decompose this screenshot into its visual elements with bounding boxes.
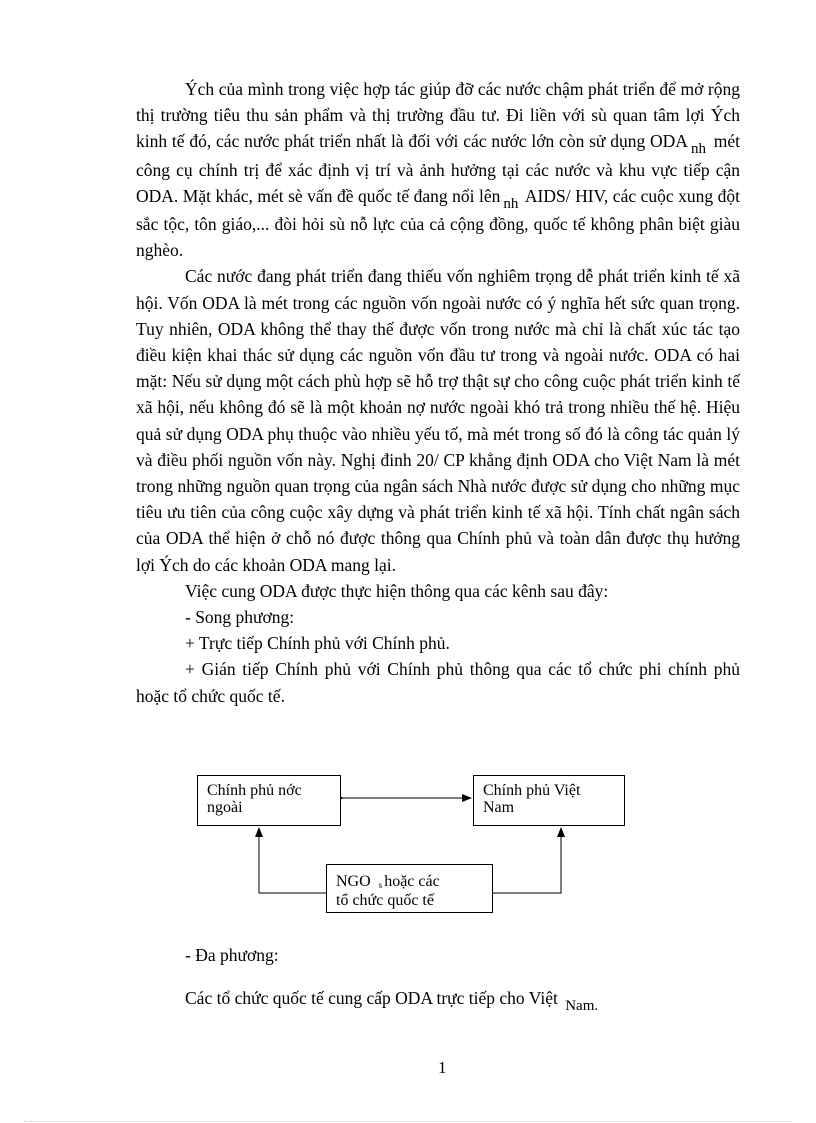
paragraph-1-part-b: mét công cụ chính trị để xác định vị trí và ảnh hưởng tại các nước và khu vực tiếp cận ODA. Mặt khác, mét sè vấn đề quốc tế đang nổi lên xyxy=(136,131,741,206)
paragraph-song-phuong: - Song phương: xyxy=(185,607,295,628)
subscript-nh-1: nh xyxy=(690,141,706,158)
paragraph-3: Việc cung ODA được thực hiện thông qua các kênh sau đây: xyxy=(185,580,609,601)
page-number: 1 xyxy=(438,1058,447,1077)
arrow-ngo-to-right-box xyxy=(493,828,561,893)
paragraph-2: Các nước đang phát triển đang thiếu vốn nghiêm trọng dễ phát triển kinh tế xã hội. Vốn ODA là mét trong các nguồn vốn ngoài nước có ý nghĩa hết sức quan trọng. Tuy nhiên, ODA không thể thay thế được vốn trong nước mà chỉ là chất xúc tác tạo điều kiện khai thác sử dụng các nguồn vốn đầu tư trong và ngoài nước. ODA có hai mặt: Nếu sử dụng một cách phù hợp sẽ hỗ trợ thật sự cho công cuộc phát triển kinh tế xã hội, nếu không đó sẽ là một khoản nợ nước ngoài khó trả trong nhiều thế hệ. Hiệu quả sử dụng ODA phụ thuộc vào nhiều yếu tố, mà mét trong số đó là công tác quản lý và điều phối nguồn vốn này. Nghị đinh 20/ CP khẳng định ODA cho Việt Nam là mét trong những nguồn quan trọng của ngân sách Nhà nước được sử dụng cho những mục tiêu ưu tiên của công cuộc xây dựng và phát triển kinh tế xã hội. Tính chất ngân sách của ODA thể hiện ở chỗ nó được thông qua Chính phủ và toàn dân được thụ hưởng lợi Ých do các khoản ODA mang lại. xyxy=(136,266,740,575)
box-ngo-international-org xyxy=(326,864,493,913)
arrow-ngo-to-left-box xyxy=(259,828,326,893)
last-line-main: Các tổ chức quốc tế cung cấp ODA trực tiếp cho Việt xyxy=(185,988,558,1008)
page-bottom-divider xyxy=(24,1121,792,1122)
last-line-subscript: Nam. xyxy=(565,998,599,1014)
box-foreign-government-line-1: Chính phủ nớc xyxy=(207,782,302,799)
last-line xyxy=(185,988,601,1014)
paragraph-1-part-a: Ých của mình trong việc hợp tác giúp đỡ các nước chậm phát triển để mở rộng thị trường tiêu thu sản phẩm và thị trường đầu tư. Đi liền với sù quan tâm lợi Ých kinh tế đó, các nước phát triển nhất là đối với các nước lớn còn sử dụng ODA xyxy=(136,79,740,152)
da-phuong-heading: - Đa phương: xyxy=(185,945,279,965)
box-ngo-label: NGO xyxy=(336,873,371,890)
paragraph-gian-tiep: + Gián tiếp Chính phủ với Chính phủ thông qua các tổ chức phi chính phủ hoặc tổ chức quốc tế. xyxy=(136,659,740,706)
box-vietnam-government-line-2: Nam xyxy=(483,799,515,816)
box-ngo-subscript: s xyxy=(378,880,383,890)
paragraph-truc-tiep: + Trực tiếp Chính phủ với Chính phủ. xyxy=(185,633,450,654)
box-ngo-rest: hoặc các xyxy=(384,873,440,890)
box-foreign-government xyxy=(197,775,341,826)
paragraph-1-part-c: AIDS/ HIV, các cuộc xung đột sắc tộc, tôn giáo,... đòi hỏi sù nỗ lực của cả cộng đồng, quốc tế không phân biệt giàu nghèo. xyxy=(136,185,740,261)
box-ngo-line-2: tổ chức quốc tế xyxy=(336,892,434,909)
box-vietnam-government-line-1: Chính phủ Việt xyxy=(483,782,581,799)
box-vietnam-government xyxy=(473,775,625,826)
box-ngo-line-1 xyxy=(336,873,492,892)
subscript-nh-2: nh xyxy=(503,195,519,212)
box-foreign-government-line-2: ngoài xyxy=(207,799,243,816)
